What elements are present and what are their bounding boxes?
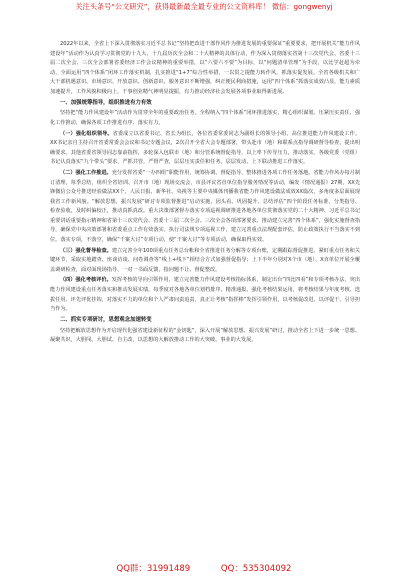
footer-qq-group: QQ群：31991489 xyxy=(116,564,191,574)
subsection-text: 发挥考核的导向引领作用，建立完善能力作风建设考核指标体系，制定出台“四比四看”和专项考核办法，突出能力作风建设重点任务落实和推动发展实绩，每季度对各地各单位划档排序、精准通报。强化考核结果运用，将考核结果与年度考核、选拔任用、评先评优挂钩，对落实不力的单位和个人严肃问责追责，真正让考核“指挥棒”发挥引领作用，以考核促改进、以评促干、引导担当作为。 xyxy=(50,277,360,313)
body-paragraph: 坚持把“能力作风建设年”活动作为贯穿全年的重要政治任务，全程纳入“四个体系”闭环推进落实，精心组织谋划、压紧压实责任、强化工作推动，确保各项工作推进有序、落实有力。 xyxy=(50,110,360,126)
body-paragraph: 2022年以来，全省上下深入贯彻落实习近平总书记“坚持把改进干部作风作为推进发展的重要保证”重要要求，把开展机关“能力作风建设年”活动作为认真学习贯彻党的十九大、十九届历次全会和二十大精神的具体行动，作为深入贯彻落实省第十三次党代会、省委十三届二次全会、三次全会部署省委经济工作会议精神的重要举措，以“六要六不要”为目标，以“问题清单管理”为手段，以比学赶超为牵动，全面运用“四个体系”闭环工作落实机制，扎实推进“1+7”综合性举措，一以贯之提能力转作风，抓落实促发展。全省各级机关和广大干部机遇意识、市场意识、开放意识、创新意识、服务意识不断增强，纠正便民利商措施，运用“四个体系”抓落实成效凸显，能力素质加速提升，工作风貌积极向上，干事创业精气神明显提振，有力推动经济社会发展各项事业取得新进展。 xyxy=(50,41,360,95)
body-paragraph: 坚持把解放思想作为开启现代化强省建设新征程的“金钥匙”，深入开展“解放思想、振兴发展”研讨，推动全省上下进一步统一思想、凝聚共识，大胆闯、大胆试、自主改，以思想的大解放推动工作的大突破、事业的大发展。 xyxy=(50,327,360,344)
header-banner: 关注头条号“公文研究”，获得最新最全最专业的公文资料库！ 微信：gongwenyj xyxy=(75,2,333,11)
subsection-text: 充分发挥省委“一办四组”职能作用，统筹协调、督促指导、整体推进各项工作任务落地。省能力作风办每月制订清理，每季总结，组织全省培训、召开市（地）现场交流会，市县评议省直单位指导服务情况等活动，编发《情况通报》27期，XX先锋微信公众号推送经验做法XX个，人民日报、新华社、央视等主要中央媒体刊播我省能力作风建设做法成效XX篇次，多角度多层面展现我省工作新风貌。“解放思想，振兴发展”研讨专项监督推进“启动实施、因头看、巩固提升、总结评估”四个阶段任务标准，分类指导、检查验收，及时纠偏校正，推动真抓真改。重大决策部署督办落实专项巡视调研推进各地各单位贯彻落实党的二十大精神、习近平总书记重要讲话重要指示精神和省第十三次党代会、省委十三届二次全会、三次全会各项部署要求。推动建立完善“四个体系”，强化实施督查指导，确保党中央决策部署和省委重点工作有效落实。执行司法规专项巡视工作，建立完善重点法规配套评估，防止政策执行不当落实不到位。落实专项，不落空，确保“千案大讨”专项行动，使“干案大讨”等专项活动，确保取得实效。 xyxy=(50,169,360,244)
subsection-title: （四）强化考核评价。 xyxy=(60,277,112,284)
subsection-title: （二）强化工作推进。 xyxy=(60,169,112,176)
subsection-paragraph xyxy=(50,130,360,168)
subsection-title: （三）强化督导检查。 xyxy=(60,247,112,254)
subsection-text: 省委成立以省委书记、省长为组长，各位省委常委同志为副组长的领导小组，高位推进能力作风建设工作。XX书记亲自主持召开省委常委会会议和书记专题会议，2次召开全省大会专题部署，带头赴市（地）和联系点指导调研督导检查，提出明确要求。其他省委省领导同志靠前指挥，多轮深入包联市（地）和分管系统督促指导，以上率下传导压力，推动落实。各级党委（党组）书记认真落实“九个带头”要求，严抓共管，严督严查，层层压实责任和任务，层层发动、上下联动推进工作落实。 xyxy=(50,130,361,166)
subsection-text: 建立完善全年100项重点任务总台帐和全省推进任务分解等专项台账，定期跟踪督促推进。紧盯重点任务和关键环节，采取实地踏查、座谈访谈、问卷调查等“线上+线下”相结合方式加强督促指导；上下半年分别对X个市（地）、X直单位开展全覆盖调研检查，面对面现场指导、一对一书面反馈，指问题不让、督促整改。 xyxy=(50,247,360,273)
subsection-paragraph xyxy=(50,247,360,276)
subsection-title: （一）强化组织领导。 xyxy=(60,130,113,137)
section-heading: 二、抓实专项研讨，思想观念加速转变 xyxy=(60,316,152,323)
footer xyxy=(0,562,408,576)
document-body xyxy=(50,40,360,347)
footer-qq: QQ：535304092 xyxy=(220,564,292,574)
subsection-paragraph xyxy=(50,276,360,314)
subsection-paragraph xyxy=(50,169,360,246)
section-heading: 一、加强统筹指导，组织推进有力有效 xyxy=(60,99,152,106)
